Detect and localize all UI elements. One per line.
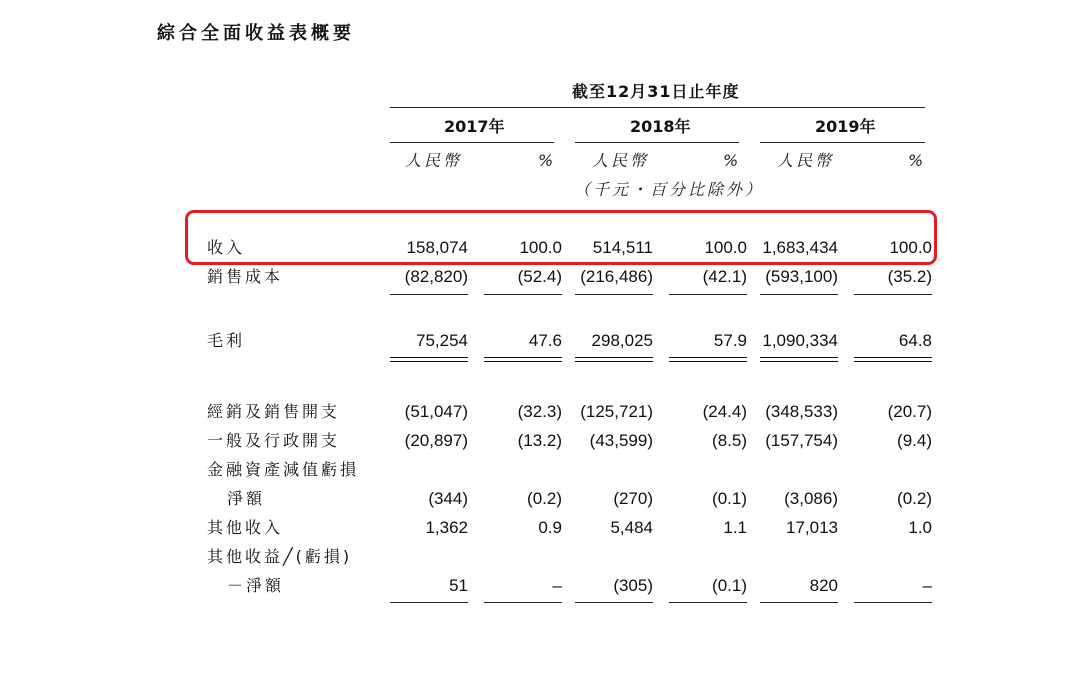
unit-percent-2017: %	[538, 151, 557, 170]
revenue-highlight-box	[185, 210, 937, 265]
rule-gross-profit-c1	[390, 357, 468, 362]
cell-other-gains-losses-net-c1: 51	[449, 576, 468, 595]
cell-gross-profit-c2: 47.6	[528, 331, 562, 350]
unit-note: （千元・百分比除外）	[574, 180, 765, 199]
rule-gross-profit-c4	[669, 357, 747, 362]
rule-cost-of-sales-c5	[760, 294, 838, 295]
rule-gross-profit-c3	[575, 357, 653, 362]
rule-cost-of-sales-c1	[390, 294, 468, 295]
row-label-other-gains-losses-header: 其他收益╱(虧損)	[207, 547, 353, 566]
year-underline-2017	[390, 142, 554, 143]
cell-gross-profit-c1: 75,254	[416, 331, 468, 350]
cell-other-gains-losses-net-c4: (0.1)	[712, 576, 747, 595]
rule-bottom-c2	[484, 602, 562, 603]
year-header-2019: 2019年	[815, 117, 876, 136]
cell-distribution-selling-expenses-c4: (24.4)	[702, 402, 747, 421]
cell-revenue-c6: 100.0	[889, 238, 932, 257]
rule-gross-profit-c5	[760, 357, 838, 362]
row-label-other-income: 其他收入	[207, 518, 284, 537]
cell-cost-of-sales-c5: (593,100)	[765, 267, 838, 286]
cell-other-income-c6: 1.0	[908, 518, 932, 537]
cell-other-income-c1: 1,362	[425, 518, 468, 537]
rule-cost-of-sales-c3	[575, 294, 653, 295]
cell-revenue-c2: 100.0	[519, 238, 562, 257]
page-title: 綜合全面收益表概要	[157, 23, 355, 44]
cell-cost-of-sales-c4: (42.1)	[702, 267, 747, 286]
rule-cost-of-sales-c4	[669, 294, 747, 295]
rule-bottom-c5	[760, 602, 838, 603]
cell-cost-of-sales-c6: (35.2)	[887, 267, 932, 286]
cell-gross-profit-c3: 298,025	[591, 331, 653, 350]
cell-general-admin-expenses-c3: (43,599)	[589, 431, 653, 450]
cell-revenue-c5: 1,683,434	[762, 238, 838, 257]
cell-impairment-losses-net-c4: (0.1)	[712, 489, 747, 508]
cell-other-gains-losses-net-c2: –	[552, 576, 562, 595]
row-label-cost-of-sales: 銷售成本	[207, 267, 284, 286]
year-underline-2018	[575, 142, 739, 143]
period-header: 截至12月31日止年度	[572, 82, 740, 101]
period-underline	[390, 107, 925, 108]
cell-impairment-losses-net-c5: (3,086)	[784, 489, 838, 508]
cell-general-admin-expenses-c2: (13.2)	[517, 431, 562, 450]
cell-general-admin-expenses-c4: (8.5)	[712, 431, 747, 450]
cell-distribution-selling-expenses-c3: (125,721)	[580, 402, 653, 421]
cell-revenue-c4: 100.0	[704, 238, 747, 257]
rule-gross-profit-c6	[854, 357, 932, 362]
row-label-impairment-losses-net: 淨額	[227, 489, 266, 508]
rule-gross-profit-c2	[484, 357, 562, 362]
cell-distribution-selling-expenses-c5: (348,533)	[765, 402, 838, 421]
cell-cost-of-sales-c1: (82,820)	[404, 267, 468, 286]
cell-cost-of-sales-c3: (216,486)	[580, 267, 653, 286]
cell-general-admin-expenses-c5: (157,754)	[765, 431, 838, 450]
unit-percent-2018: %	[723, 151, 742, 170]
row-label-gross-profit: 毛利	[207, 331, 246, 350]
unit-currency-2018: 人民幣	[592, 151, 650, 170]
rule-bottom-c6	[854, 602, 932, 603]
unit-currency-2017: 人民幣	[405, 151, 463, 170]
year-header-2018: 2018年	[630, 117, 691, 136]
cell-other-income-c5: 17,013	[786, 518, 838, 537]
row-label-distribution-selling-expenses: 經銷及銷售開支	[207, 402, 341, 421]
row-label-other-gains-losses-net: －淨額	[227, 576, 285, 595]
cell-other-income-c4: 1.1	[723, 518, 747, 537]
rule-bottom-c3	[575, 602, 653, 603]
cell-general-admin-expenses-c1: (20,897)	[404, 431, 468, 450]
row-label-impairment-losses-header: 金融資產減值虧損	[207, 460, 360, 479]
year-underline-2019	[760, 142, 925, 143]
cell-impairment-losses-net-c2: (0.2)	[527, 489, 562, 508]
row-label-revenue: 收入	[207, 238, 246, 257]
cell-distribution-selling-expenses-c6: (20.7)	[887, 402, 932, 421]
cell-other-gains-losses-net-c5: 820	[809, 576, 838, 595]
cell-revenue-c3: 514,511	[592, 238, 653, 257]
cell-distribution-selling-expenses-c1: (51,047)	[404, 402, 468, 421]
unit-percent-2019: %	[908, 151, 927, 170]
cell-cost-of-sales-c2: (52.4)	[517, 267, 562, 286]
cell-other-gains-losses-net-c3: (305)	[613, 576, 653, 595]
row-label-general-admin-expenses: 一般及行政開支	[207, 431, 341, 450]
cell-impairment-losses-net-c6: (0.2)	[897, 489, 932, 508]
rule-bottom-c4	[669, 602, 747, 603]
cell-gross-profit-c6: 64.8	[898, 331, 932, 350]
rule-bottom-c1	[390, 602, 468, 603]
cell-impairment-losses-net-c3: (270)	[613, 489, 653, 508]
rule-cost-of-sales-c6	[854, 294, 932, 295]
cell-revenue-c1: 158,074	[406, 238, 468, 257]
rule-cost-of-sales-c2	[484, 294, 562, 295]
cell-impairment-losses-net-c1: (344)	[428, 489, 468, 508]
cell-other-income-c2: 0.9	[538, 518, 562, 537]
cell-other-income-c3: 5,484	[610, 518, 653, 537]
cell-gross-profit-c4: 57.9	[713, 331, 747, 350]
cell-general-admin-expenses-c6: (9.4)	[897, 431, 932, 450]
cell-gross-profit-c5: 1,090,334	[762, 331, 838, 350]
year-header-2017: 2017年	[444, 117, 505, 136]
unit-currency-2019: 人民幣	[777, 151, 835, 170]
cell-distribution-selling-expenses-c2: (32.3)	[517, 402, 562, 421]
cell-other-gains-losses-net-c6: –	[922, 576, 932, 595]
